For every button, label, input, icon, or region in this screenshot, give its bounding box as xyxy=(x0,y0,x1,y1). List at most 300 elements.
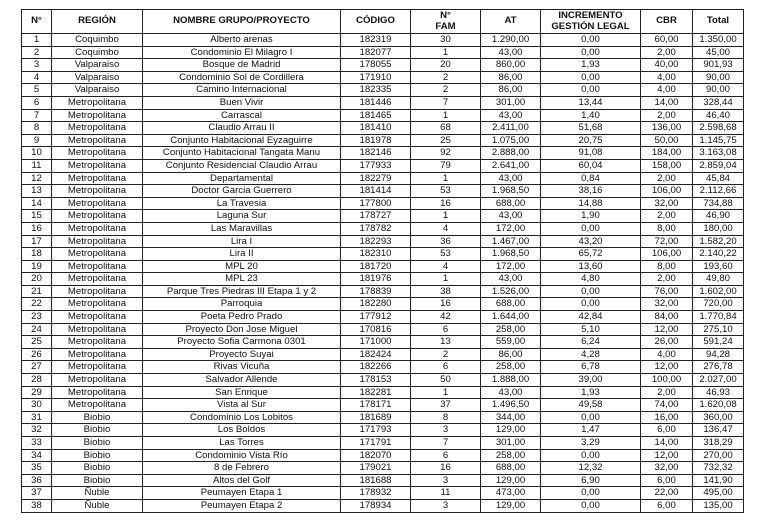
cell-total: 1.145,75 xyxy=(693,134,744,147)
cell-incremento: 0,84 xyxy=(541,172,641,185)
cell-cbr: 106,00 xyxy=(641,248,693,261)
cell-nombre: Lira II xyxy=(143,248,341,261)
cell-total: 360,00 xyxy=(693,411,744,424)
cell-cbr: 8,00 xyxy=(641,260,693,273)
cell-n: 10 xyxy=(22,147,52,160)
cell-region: Metropolitana xyxy=(52,348,143,361)
cell-at: 172,00 xyxy=(481,222,541,235)
cell-codigo: 182293 xyxy=(341,235,411,248)
cell-total: 136,47 xyxy=(693,424,744,437)
table-row xyxy=(22,298,744,311)
cell-n: 23 xyxy=(22,311,52,324)
cell-n: 26 xyxy=(22,348,52,361)
cell-fam: 92 xyxy=(411,147,481,160)
cell-nombre: Lira I xyxy=(143,235,341,248)
cell-cbr: 4,00 xyxy=(641,84,693,97)
cell-cbr: 8,00 xyxy=(641,222,693,235)
cell-nombre: Condominio Los Lobitos xyxy=(143,411,341,424)
cell-n: 2 xyxy=(22,46,52,59)
cell-nombre: Conjunto Habitacional Tangata Manu xyxy=(143,147,341,160)
cell-region: Biobio xyxy=(52,411,143,424)
cell-region: Valparaiso xyxy=(52,84,143,97)
cell-codigo: 178782 xyxy=(341,222,411,235)
cell-cbr: 14,00 xyxy=(641,437,693,450)
cell-n: 38 xyxy=(22,499,52,512)
cell-incremento: 0,00 xyxy=(541,46,641,59)
cell-fam: 68 xyxy=(411,122,481,135)
cell-total: 3.163,08 xyxy=(693,147,744,160)
table-row xyxy=(22,399,744,412)
cell-at: 86,00 xyxy=(481,71,541,84)
cell-total: 495,00 xyxy=(693,487,744,500)
cell-nombre: Los Boldos xyxy=(143,424,341,437)
cell-n: 21 xyxy=(22,285,52,298)
cell-fam: 3 xyxy=(411,499,481,512)
cell-fam: 8 xyxy=(411,411,481,424)
cell-nombre: Departamental xyxy=(143,172,341,185)
cell-incremento: 43,20 xyxy=(541,235,641,248)
cell-n: 12 xyxy=(22,172,52,185)
table-row xyxy=(22,59,744,72)
cell-fam: 79 xyxy=(411,159,481,172)
table-row xyxy=(22,109,744,122)
cell-codigo: 171910 xyxy=(341,71,411,84)
cell-at: 1.644,00 xyxy=(481,311,541,324)
cell-incremento: 0,00 xyxy=(541,487,641,500)
cell-incremento: 65,72 xyxy=(541,248,641,261)
cell-incremento: 1,90 xyxy=(541,210,641,223)
cell-codigo: 181414 xyxy=(341,185,411,198)
cell-nombre: Las Maravillas xyxy=(143,222,341,235)
cell-codigo: 179021 xyxy=(341,462,411,475)
cell-at: 1.888,00 xyxy=(481,374,541,387)
cell-codigo: 182070 xyxy=(341,449,411,462)
cell-total: 901,93 xyxy=(693,59,744,72)
header-inc-line1: INCREMENTO xyxy=(558,10,623,22)
cell-region: Ñuble xyxy=(52,499,143,512)
cell-region: Metropolitana xyxy=(52,260,143,273)
table-row xyxy=(22,449,744,462)
cell-cbr: 2,00 xyxy=(641,210,693,223)
cell-total: 90,00 xyxy=(693,84,744,97)
cell-nombre: Vista al Sur xyxy=(143,399,341,412)
cell-fam: 1 xyxy=(411,210,481,223)
table-row xyxy=(22,348,744,361)
cell-cbr: 26,00 xyxy=(641,336,693,349)
cell-n: 32 xyxy=(22,424,52,437)
cell-incremento: 0,00 xyxy=(541,34,641,47)
cell-region: Metropolitana xyxy=(52,285,143,298)
cell-codigo: 178934 xyxy=(341,499,411,512)
cell-at: 86,00 xyxy=(481,84,541,97)
cell-codigo: 170816 xyxy=(341,323,411,336)
cell-incremento: 3,29 xyxy=(541,437,641,450)
cell-n: 19 xyxy=(22,260,52,273)
cell-at: 258,00 xyxy=(481,449,541,462)
cell-total: 275,10 xyxy=(693,323,744,336)
cell-incremento: 0,00 xyxy=(541,411,641,424)
cell-nombre: Proyecto Don Jose Miguel xyxy=(143,323,341,336)
table-row xyxy=(22,185,744,198)
header-total: Total xyxy=(693,10,744,34)
cell-at: 860,00 xyxy=(481,59,541,72)
cell-fam: 13 xyxy=(411,336,481,349)
cell-at: 258,00 xyxy=(481,361,541,374)
cell-incremento: 51,68 xyxy=(541,122,641,135)
cell-region: Metropolitana xyxy=(52,235,143,248)
cell-cbr: 4,00 xyxy=(641,71,693,84)
cell-at: 559,00 xyxy=(481,336,541,349)
cell-nombre: Laguna Sur xyxy=(143,210,341,223)
cell-incremento: 0,00 xyxy=(541,222,641,235)
cell-fam: 16 xyxy=(411,298,481,311)
header-region: REGIÓN xyxy=(52,10,143,34)
cell-region: Metropolitana xyxy=(52,361,143,374)
cell-total: 46,40 xyxy=(693,109,744,122)
header-fam xyxy=(411,10,481,34)
cell-at: 2.411,00 xyxy=(481,122,541,135)
cell-nombre: Conjunto Habitacional Eyzaguirre xyxy=(143,134,341,147)
cell-cbr: 50,00 xyxy=(641,134,693,147)
cell-region: Metropolitana xyxy=(52,147,143,160)
cell-total: 180,00 xyxy=(693,222,744,235)
cell-fam: 1 xyxy=(411,273,481,286)
cell-incremento: 13,60 xyxy=(541,260,641,273)
cell-n: 16 xyxy=(22,222,52,235)
cell-at: 1.968,50 xyxy=(481,185,541,198)
cell-total: 2.598,68 xyxy=(693,122,744,135)
cell-total: 2.112,66 xyxy=(693,185,744,198)
cell-cbr: 74,00 xyxy=(641,399,693,412)
table-body xyxy=(22,34,744,513)
cell-fam: 4 xyxy=(411,260,481,273)
cell-codigo: 177800 xyxy=(341,197,411,210)
cell-nombre: Proyecto Suyai xyxy=(143,348,341,361)
cell-n: 17 xyxy=(22,235,52,248)
cell-cbr: 12,00 xyxy=(641,449,693,462)
cell-codigo: 181410 xyxy=(341,122,411,135)
cell-codigo: 182319 xyxy=(341,34,411,47)
cell-at: 301,00 xyxy=(481,96,541,109)
cell-at: 129,00 xyxy=(481,424,541,437)
cell-region: Metropolitana xyxy=(52,159,143,172)
cell-at: 688,00 xyxy=(481,462,541,475)
cell-incremento: 1,93 xyxy=(541,59,641,72)
cell-fam: 25 xyxy=(411,134,481,147)
header-inc-line2: GESTIÓN LEGAL xyxy=(551,20,630,32)
cell-n: 35 xyxy=(22,462,52,475)
cell-codigo: 177933 xyxy=(341,159,411,172)
cell-nombre: 8 de Febrero xyxy=(143,462,341,475)
cell-nombre: Buen Vivir xyxy=(143,96,341,109)
cell-codigo: 182077 xyxy=(341,46,411,59)
table-row xyxy=(22,222,744,235)
cell-region: Metropolitana xyxy=(52,248,143,261)
cell-n: 8 xyxy=(22,122,52,135)
cell-total: 720,00 xyxy=(693,298,744,311)
table-row xyxy=(22,311,744,324)
table-row xyxy=(22,248,744,261)
cell-region: Biobio xyxy=(52,474,143,487)
table-row xyxy=(22,134,744,147)
cell-region: Valparaiso xyxy=(52,71,143,84)
table-row xyxy=(22,235,744,248)
header-codigo: CÓDIGO xyxy=(341,10,411,34)
cell-region: Metropolitana xyxy=(52,134,143,147)
cell-region: Metropolitana xyxy=(52,298,143,311)
cell-n: 6 xyxy=(22,96,52,109)
cell-nombre: MPL 20 xyxy=(143,260,341,273)
cell-nombre: Rivas Vicuña xyxy=(143,361,341,374)
cell-codigo: 181465 xyxy=(341,109,411,122)
table-row xyxy=(22,260,744,273)
table-row xyxy=(22,84,744,97)
projects-table xyxy=(21,9,744,513)
cell-total: 45,84 xyxy=(693,172,744,185)
cell-n: 37 xyxy=(22,487,52,500)
cell-codigo: 171000 xyxy=(341,336,411,349)
table-row xyxy=(22,172,744,185)
cell-codigo: 178727 xyxy=(341,210,411,223)
cell-at: 1.290,00 xyxy=(481,34,541,47)
cell-at: 1.075,00 xyxy=(481,134,541,147)
cell-total: 732,32 xyxy=(693,462,744,475)
cell-total: 328,44 xyxy=(693,96,744,109)
cell-nombre: Poeta Pedro Prado xyxy=(143,311,341,324)
cell-at: 688,00 xyxy=(481,197,541,210)
cell-region: Metropolitana xyxy=(52,96,143,109)
table-row xyxy=(22,96,744,109)
cell-nombre: Peumayen Etapa 2 xyxy=(143,499,341,512)
cell-fam: 37 xyxy=(411,399,481,412)
cell-cbr: 40,00 xyxy=(641,59,693,72)
cell-total: 591,24 xyxy=(693,336,744,349)
table-row xyxy=(22,361,744,374)
cell-cbr: 2,00 xyxy=(641,46,693,59)
cell-incremento: 60,04 xyxy=(541,159,641,172)
cell-n: 33 xyxy=(22,437,52,450)
cell-incremento: 4,28 xyxy=(541,348,641,361)
cell-at: 1.526,00 xyxy=(481,285,541,298)
table-row xyxy=(22,411,744,424)
cell-fam: 30 xyxy=(411,34,481,47)
cell-region: Metropolitana xyxy=(52,386,143,399)
table-row xyxy=(22,46,744,59)
cell-n: 28 xyxy=(22,374,52,387)
cell-total: 2.140,22 xyxy=(693,248,744,261)
cell-nombre: MPL 23 xyxy=(143,273,341,286)
cell-fam: 16 xyxy=(411,462,481,475)
table-row xyxy=(22,374,744,387)
cell-total: 276,78 xyxy=(693,361,744,374)
table-row xyxy=(22,285,744,298)
cell-n: 27 xyxy=(22,361,52,374)
cell-cbr: 2,00 xyxy=(641,172,693,185)
cell-region: Valparaiso xyxy=(52,59,143,72)
cell-n: 25 xyxy=(22,336,52,349)
cell-incremento: 0,00 xyxy=(541,285,641,298)
cell-incremento: 49,58 xyxy=(541,399,641,412)
cell-incremento: 42,84 xyxy=(541,311,641,324)
cell-region: Metropolitana xyxy=(52,323,143,336)
cell-n: 31 xyxy=(22,411,52,424)
cell-total: 45,00 xyxy=(693,46,744,59)
table-row xyxy=(22,437,744,450)
cell-fam: 6 xyxy=(411,361,481,374)
cell-region: Metropolitana xyxy=(52,185,143,198)
cell-nombre: Claudio Arrau II xyxy=(143,122,341,135)
cell-incremento: 0,00 xyxy=(541,298,641,311)
cell-cbr: 158,00 xyxy=(641,159,693,172)
cell-region: Biobio xyxy=(52,449,143,462)
cell-cbr: 84,00 xyxy=(641,311,693,324)
cell-incremento: 0,00 xyxy=(541,84,641,97)
cell-incremento: 1,40 xyxy=(541,109,641,122)
cell-n: 11 xyxy=(22,159,52,172)
cell-nombre: Altos del Golf xyxy=(143,474,341,487)
cell-fam: 11 xyxy=(411,487,481,500)
cell-codigo: 182310 xyxy=(341,248,411,261)
cell-region: Ñuble xyxy=(52,487,143,500)
cell-fam: 7 xyxy=(411,96,481,109)
cell-cbr: 76,00 xyxy=(641,285,693,298)
cell-total: 1.582,20 xyxy=(693,235,744,248)
cell-total: 141,90 xyxy=(693,474,744,487)
cell-n: 20 xyxy=(22,273,52,286)
cell-at: 172,00 xyxy=(481,260,541,273)
cell-codigo: 182335 xyxy=(341,84,411,97)
cell-at: 1.968,50 xyxy=(481,248,541,261)
cell-n: 24 xyxy=(22,323,52,336)
cell-codigo: 171791 xyxy=(341,437,411,450)
cell-at: 129,00 xyxy=(481,499,541,512)
cell-total: 94,28 xyxy=(693,348,744,361)
cell-nombre: Camino Internacional xyxy=(143,84,341,97)
cell-fam: 3 xyxy=(411,424,481,437)
cell-region: Metropolitana xyxy=(52,311,143,324)
cell-codigo: 178839 xyxy=(341,285,411,298)
cell-fam: 6 xyxy=(411,449,481,462)
cell-nombre: Conjunto Residencial Claudio Arrau xyxy=(143,159,341,172)
cell-cbr: 2,00 xyxy=(641,386,693,399)
cell-at: 2.641,00 xyxy=(481,159,541,172)
cell-cbr: 32,00 xyxy=(641,462,693,475)
table-row xyxy=(22,159,744,172)
cell-codigo: 182280 xyxy=(341,298,411,311)
cell-cbr: 6,00 xyxy=(641,474,693,487)
cell-cbr: 32,00 xyxy=(641,298,693,311)
cell-fam: 3 xyxy=(411,474,481,487)
cell-codigo: 181689 xyxy=(341,411,411,424)
cell-cbr: 12,00 xyxy=(641,361,693,374)
cell-at: 43,00 xyxy=(481,109,541,122)
header-row xyxy=(22,10,744,34)
cell-at: 473,00 xyxy=(481,487,541,500)
cell-n: 5 xyxy=(22,84,52,97)
cell-incremento: 1,93 xyxy=(541,386,641,399)
cell-region: Metropolitana xyxy=(52,210,143,223)
cell-codigo: 178055 xyxy=(341,59,411,72)
header-fam-line2: FAM xyxy=(435,20,456,32)
cell-nombre: Doctor Garcia Guerrero xyxy=(143,185,341,198)
cell-n: 18 xyxy=(22,248,52,261)
cell-nombre: Bosque de Madrid xyxy=(143,59,341,72)
header-at: AT xyxy=(481,10,541,34)
cell-region: Metropolitana xyxy=(52,197,143,210)
cell-fam: 42 xyxy=(411,311,481,324)
cell-cbr: 14,00 xyxy=(641,96,693,109)
cell-nombre: Condominio El Milagro I xyxy=(143,46,341,59)
cell-n: 36 xyxy=(22,474,52,487)
cell-region: Metropolitana xyxy=(52,374,143,387)
cell-cbr: 6,00 xyxy=(641,499,693,512)
cell-cbr: 4,00 xyxy=(641,348,693,361)
cell-n: 15 xyxy=(22,210,52,223)
cell-at: 43,00 xyxy=(481,210,541,223)
cell-n: 3 xyxy=(22,59,52,72)
cell-cbr: 136,00 xyxy=(641,122,693,135)
cell-region: Coquimbo xyxy=(52,46,143,59)
cell-nombre: Carrascal xyxy=(143,109,341,122)
cell-total: 1.620,08 xyxy=(693,399,744,412)
table-row xyxy=(22,323,744,336)
cell-at: 2.888,00 xyxy=(481,147,541,160)
cell-at: 43,00 xyxy=(481,46,541,59)
cell-codigo: 182424 xyxy=(341,348,411,361)
cell-incremento: 1,47 xyxy=(541,424,641,437)
cell-codigo: 177912 xyxy=(341,311,411,324)
cell-incremento: 0,00 xyxy=(541,71,641,84)
cell-region: Coquimbo xyxy=(52,34,143,47)
cell-at: 1.467,00 xyxy=(481,235,541,248)
cell-codigo: 182146 xyxy=(341,147,411,160)
cell-cbr: 60,00 xyxy=(641,34,693,47)
cell-incremento: 6,78 xyxy=(541,361,641,374)
cell-nombre: Condominio Vista Río xyxy=(143,449,341,462)
cell-at: 129,00 xyxy=(481,474,541,487)
cell-at: 43,00 xyxy=(481,386,541,399)
cell-codigo: 181978 xyxy=(341,134,411,147)
table-row xyxy=(22,474,744,487)
cell-at: 258,00 xyxy=(481,323,541,336)
cell-cbr: 184,00 xyxy=(641,147,693,160)
cell-region: Metropolitana xyxy=(52,336,143,349)
cell-total: 46,90 xyxy=(693,210,744,223)
table-row xyxy=(22,147,744,160)
table-row xyxy=(22,336,744,349)
cell-codigo: 181688 xyxy=(341,474,411,487)
cell-at: 344,00 xyxy=(481,411,541,424)
cell-region: Metropolitana xyxy=(52,399,143,412)
cell-region: Metropolitana xyxy=(52,122,143,135)
cell-cbr: 2,00 xyxy=(641,273,693,286)
cell-fam: 36 xyxy=(411,235,481,248)
header-fam-line1: N° xyxy=(440,10,451,22)
cell-codigo: 178153 xyxy=(341,374,411,387)
table-row xyxy=(22,273,744,286)
cell-fam: 50 xyxy=(411,374,481,387)
cell-fam: 16 xyxy=(411,197,481,210)
cell-cbr: 6,00 xyxy=(641,424,693,437)
cell-at: 86,00 xyxy=(481,348,541,361)
cell-region: Metropolitana xyxy=(52,172,143,185)
header-cbr: CBR xyxy=(641,10,693,34)
cell-nombre: Condominio Sol de Cordillera xyxy=(143,71,341,84)
cell-incremento: 12,32 xyxy=(541,462,641,475)
cell-fam: 2 xyxy=(411,348,481,361)
cell-nombre: Las Torres xyxy=(143,437,341,450)
cell-nombre: Parque Tres Piedras III Etapa 1 y 2 xyxy=(143,285,341,298)
